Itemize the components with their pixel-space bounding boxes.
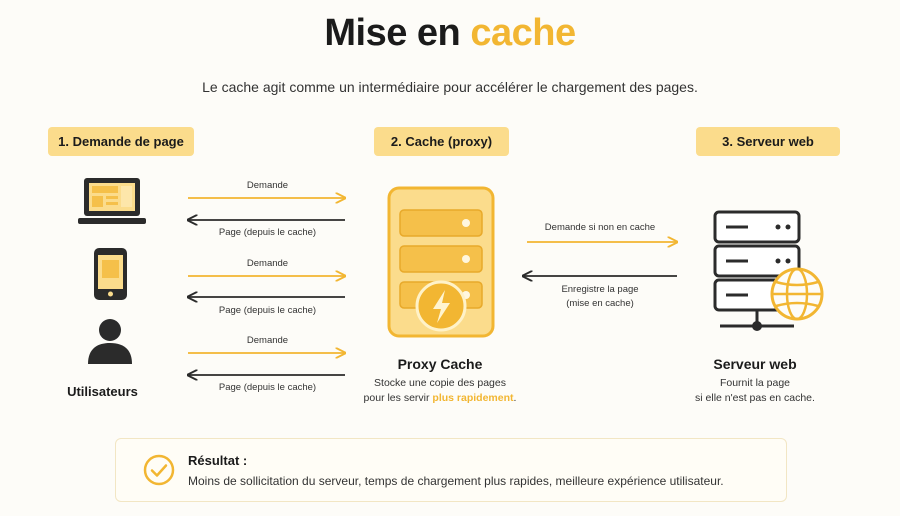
user-icon [86, 318, 134, 364]
step-badge-server: 3. Serveur web [696, 127, 840, 156]
globe-icon [772, 269, 822, 319]
users-label: Utilisateurs [67, 384, 138, 399]
user-flow-arrows [180, 178, 355, 398]
proxy-cache-icon [387, 186, 495, 340]
smartphone-icon [94, 248, 127, 300]
proxy-desc-line2: pour les servir plus rapidement. [363, 392, 517, 404]
cache-miss-label: Demande si non en cache [544, 222, 656, 233]
step-badge-request: 1. Demande de page [48, 127, 194, 156]
server-flow-arrows [520, 230, 685, 285]
request-label-2: Demande [246, 258, 289, 269]
title-accent: cache [470, 12, 576, 54]
laptop-icon [78, 176, 146, 228]
request-label-1: Demande [246, 180, 289, 191]
title-main: Mise en [324, 12, 461, 54]
response-label-3: Page (depuis le cache) [218, 382, 317, 393]
web-server-icon [708, 208, 826, 336]
result-title: Résultat : [188, 453, 248, 468]
step-badge-cache: 2. Cache (proxy) [374, 127, 509, 156]
result-text: Moins de sollicitation du serveur, temps de chargement plus rapides, meilleure expérience utilisateur. [188, 474, 724, 488]
server-description: Fournit la page si elle n'est pas en cache. [695, 377, 815, 404]
request-label-3: Demande [246, 335, 289, 346]
response-label-1: Page (depuis le cache) [218, 227, 317, 238]
store-page-label: Enregistre la page (mise en cache) [561, 284, 639, 309]
server-title: Serveur web [713, 356, 797, 372]
check-circle-icon [143, 454, 175, 486]
proxy-description [330, 376, 550, 406]
proxy-title: Proxy Cache [397, 356, 483, 372]
proxy-desc-line1: Stocke une copie des pages [374, 377, 506, 389]
result-box [115, 438, 787, 502]
response-label-2: Page (depuis le cache) [218, 305, 317, 316]
page-subtitle: Le cache agit comme un intermédiaire pour accélérer le chargement des pages. [202, 79, 698, 95]
proxy-desc-highlight: plus rapidement [432, 392, 514, 404]
page-title [0, 12, 900, 55]
